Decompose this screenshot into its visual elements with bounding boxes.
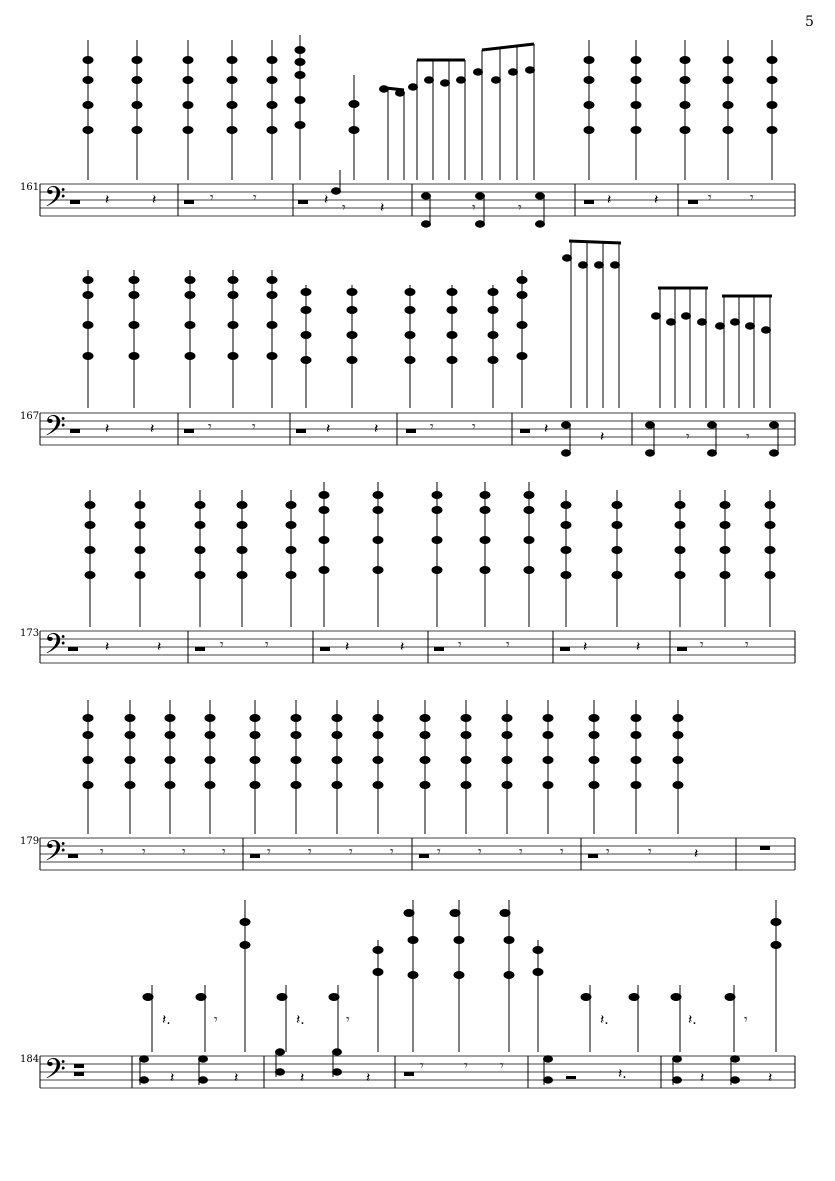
svg-text:𝄽.: 𝄽. <box>688 1012 697 1028</box>
measure-number-system-5: 184 <box>20 1054 40 1065</box>
svg-text:𝄽: 𝄽 <box>326 421 331 437</box>
svg-text:𝄽.: 𝄽. <box>296 1012 305 1028</box>
svg-text:𝄽: 𝄽 <box>157 639 162 655</box>
page-number: 5 <box>805 14 814 30</box>
svg-text:𝄾: 𝄾 <box>214 1012 218 1028</box>
svg-text:𝄽: 𝄽 <box>234 1070 239 1086</box>
svg-text:𝄾: 𝄾 <box>437 844 441 860</box>
svg-text:𝄾: 𝄾 <box>430 419 434 435</box>
svg-text:𝄾: 𝄾 <box>222 844 226 860</box>
measure-number-system-1: 161 <box>20 182 40 193</box>
bass-clef-icon: 𝄢 <box>44 835 66 875</box>
bass-notes <box>332 170 545 227</box>
svg-text:𝄽: 𝄽 <box>170 1070 175 1086</box>
chord-stack <box>83 700 683 834</box>
svg-text:𝄾: 𝄾 <box>464 1058 468 1074</box>
svg-text:𝄾: 𝄾 <box>252 419 256 435</box>
svg-text:𝄾: 𝄾 <box>142 844 146 860</box>
svg-text:𝄽: 𝄽 <box>152 192 157 208</box>
system-2 <box>40 240 795 456</box>
svg-text:𝄾: 𝄾 <box>518 200 522 216</box>
svg-text:𝄽: 𝄽 <box>768 1070 773 1086</box>
svg-text:𝄾: 𝄾 <box>342 200 346 216</box>
svg-text:𝄾: 𝄾 <box>478 844 482 860</box>
system-5 <box>40 900 795 1093</box>
svg-text:𝄽: 𝄽 <box>700 1070 705 1086</box>
svg-text:𝄽: 𝄽 <box>583 639 588 655</box>
svg-text:𝄾: 𝄾 <box>744 1012 748 1028</box>
svg-text:𝄽: 𝄽 <box>374 421 379 437</box>
svg-text:𝄾: 𝄾 <box>648 844 652 860</box>
whole-rests <box>68 846 770 858</box>
svg-text:𝄾: 𝄾 <box>519 844 523 860</box>
svg-text:𝄽: 𝄽 <box>150 421 155 437</box>
upper-notes <box>143 900 781 1052</box>
staff-lines <box>40 1056 795 1088</box>
chord-stack <box>85 482 775 627</box>
svg-text:𝄾: 𝄾 <box>606 844 610 860</box>
svg-text:𝄽.: 𝄽. <box>600 1012 609 1028</box>
svg-text:𝄾: 𝄾 <box>100 844 104 860</box>
svg-text:𝄽: 𝄽 <box>600 429 605 445</box>
svg-text:𝄽: 𝄽 <box>324 192 329 208</box>
svg-text:𝄽: 𝄽 <box>105 192 110 208</box>
svg-text:𝄾: 𝄾 <box>506 637 510 653</box>
svg-text:𝄾: 𝄾 <box>750 190 754 206</box>
bass-clef-icon: 𝄢 <box>44 1053 66 1093</box>
svg-text:𝄾: 𝄾 <box>746 429 750 445</box>
measure-number-system-2: 167 <box>20 411 40 422</box>
svg-text:𝄽: 𝄽 <box>544 421 549 437</box>
svg-text:𝄾: 𝄾 <box>500 1058 504 1074</box>
system-1 <box>40 35 795 227</box>
svg-text:𝄾: 𝄾 <box>745 637 749 653</box>
bass-clef-icon: 𝄢 <box>44 410 66 450</box>
system-3 <box>40 482 795 668</box>
chord-stack <box>83 240 772 408</box>
staff-lines <box>40 838 795 870</box>
svg-text:𝄾: 𝄾 <box>708 190 712 206</box>
svg-text:𝄽: 𝄽 <box>380 200 385 216</box>
svg-text:𝄽: 𝄽 <box>654 192 659 208</box>
whole-rests <box>70 429 530 433</box>
svg-text:𝄽: 𝄽 <box>345 639 350 655</box>
svg-text:𝄾: 𝄾 <box>472 200 476 216</box>
svg-text:𝄾: 𝄾 <box>390 844 394 860</box>
svg-text:𝄽: 𝄽 <box>607 192 612 208</box>
svg-text:𝄽: 𝄽 <box>636 639 641 655</box>
bass-notes <box>140 1049 740 1085</box>
svg-text:𝄾: 𝄾 <box>220 637 224 653</box>
svg-text:𝄽: 𝄽 <box>366 1070 371 1086</box>
chord-stack <box>83 35 777 180</box>
svg-text:𝄾: 𝄾 <box>472 419 476 435</box>
measure-number-system-3: 173 <box>20 628 40 639</box>
svg-text:𝄾: 𝄾 <box>458 637 462 653</box>
svg-text:𝄾: 𝄾 <box>182 844 186 860</box>
svg-text:𝄾: 𝄾 <box>265 637 269 653</box>
svg-text:𝄾: 𝄾 <box>560 844 564 860</box>
svg-text:𝄾: 𝄾 <box>308 844 312 860</box>
svg-text:𝄾: 𝄾 <box>349 844 353 860</box>
svg-text:𝄾: 𝄾 <box>700 637 704 653</box>
svg-text:𝄽: 𝄽 <box>105 639 110 655</box>
system-4 <box>40 700 795 875</box>
svg-text:𝄽: 𝄽 <box>694 846 699 862</box>
bass-clef-icon: 𝄢 <box>44 628 66 668</box>
svg-text:𝄽.: 𝄽. <box>618 1066 627 1082</box>
svg-text:𝄾: 𝄾 <box>346 1012 350 1028</box>
svg-text:𝄾: 𝄾 <box>253 190 257 206</box>
svg-text:𝄽: 𝄽 <box>300 1070 305 1086</box>
svg-text:𝄾: 𝄾 <box>267 844 271 860</box>
svg-text:𝄾: 𝄾 <box>210 190 214 206</box>
svg-text:𝄽.: 𝄽. <box>162 1012 171 1028</box>
rest-symbols <box>162 1012 772 1086</box>
bass-clef-icon: 𝄢 <box>44 181 66 221</box>
rest-symbols <box>105 637 749 655</box>
svg-text:𝄾: 𝄾 <box>420 1058 424 1074</box>
svg-text:𝄽: 𝄽 <box>400 639 405 655</box>
svg-text:𝄾: 𝄾 <box>208 419 212 435</box>
svg-text:𝄾: 𝄾 <box>686 429 690 445</box>
rest-symbols <box>100 844 698 862</box>
measure-number-system-4: 179 <box>20 836 40 847</box>
svg-text:𝄽: 𝄽 <box>105 421 110 437</box>
